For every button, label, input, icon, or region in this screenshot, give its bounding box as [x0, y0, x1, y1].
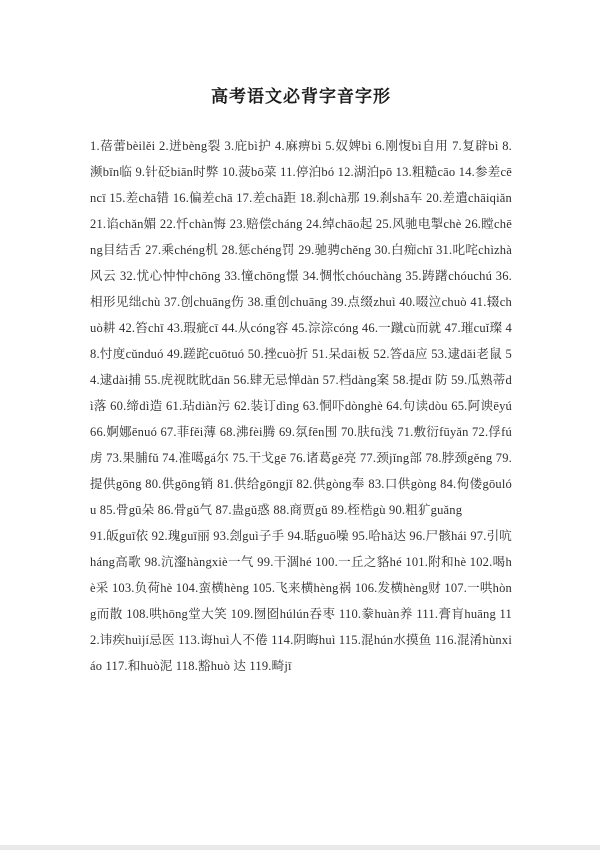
body-paragraph-2: 91.皈guī依 92.瑰guī丽 93.刽guì子手 94.聒guō噪 95.哈hǎ达 96.尸骸hái 97.引吭háng高歌 98.沆瀣hàngxiè一气 99.干涸hé 100.一丘之貉hé 101.附和hè 102.喝hè采 103.负荷hè 104.蛮横hèng 105.飞来横hèng祸 106.发横hèng财 107.一哄hòng而散 108.哄hōng堂大笑 109.囫囵húlún吞枣 110.豢huàn养 111.膏肓huāng 112.讳疾huìjí忌医 113.诲huì人不倦 114.阴晦huì 115.混hún水摸鱼 116.混淆hùnxiáo 117.和huò泥 118.豁huò 达 119.畸jī [90, 529, 512, 673]
body-paragraph-1: 1.蓓蕾bèilěi 2.迸bèng裂 3.庇bì护 4.麻痹bì 5.奴婢bì 6.刚愎bì自用 7.复辟bì 8.濒bīn临 9.针砭biān时弊 10.菠bō菜 11.停泊bó 12.湖泊pō 13.粗糙cāo 14.参差cēncī 15.差chā错 16.偏差chā 17.差chā距 18.刹chà那 19.刹shā车 20.差遣chāiqiǎn 21.谄chǎn媚 22.忏chàn悔 23.赔偿cháng 24.绰chāo起 25.风驰电掣chè 26.瞠chēng目结舌 27.乘chéng机 28.惩chéng罚 29.驰骋chěng 30.白痴chī 31.叱咤chìzhà风云 32.忧心忡忡chōng 33.憧chōng憬 34.惆怅chóuchàng 35.踌躇chóuchú 36.相形见绌chù 37.创chuāng伤 38.重创chuāng 39.点缀zhuì 40.啜泣chuò 41.辍chuò耕 42.笞chī 43.瑕疵cī 44.从cóng容 45.淙淙cóng 46.一蹴cù而就 47.璀cuǐ璨 48.忖度cǔnduó 49.蹉跎cuōtuó 50.挫cuò折 51.呆dāi板 52.答dā应 53.逮dǎi老鼠 54.逮dài捕 55.虎视眈眈dān 56.肆无忌惮dàn 57.档dàng案 58.提dī 防 59.瓜熟蒂dì落 60.缔dì造 61.玷diàn污 62.装订dìng 63.恫吓dònghè 64.句读dòu 65.阿谀ēyú 66.婀娜ēnuó 67.菲fěi薄 68.沸fèi腾 69.氛fēn围 70.肤fū浅 71.敷衍fūyǎn 72.俘fú虏 73.果脯fǔ 74.准噶gá尔 75.干戈gē 76.诸葛gě亮 77.颈jǐng部 78.脖颈gěng 79.提供gōng 80.供gōng销 81.供给gōngjǐ 82.供gòng奉 83.口供gòng 84.佝偻gōulóu 85.骨gū朵 86.骨gǔ气 87.蛊gǔ惑 88.商贾gǔ 89.桎梏gù 90.粗犷guǎng [90, 139, 512, 517]
page-title: 高考语文必背字音字形 [211, 87, 391, 106]
page-bottom-edge [0, 845, 600, 850]
